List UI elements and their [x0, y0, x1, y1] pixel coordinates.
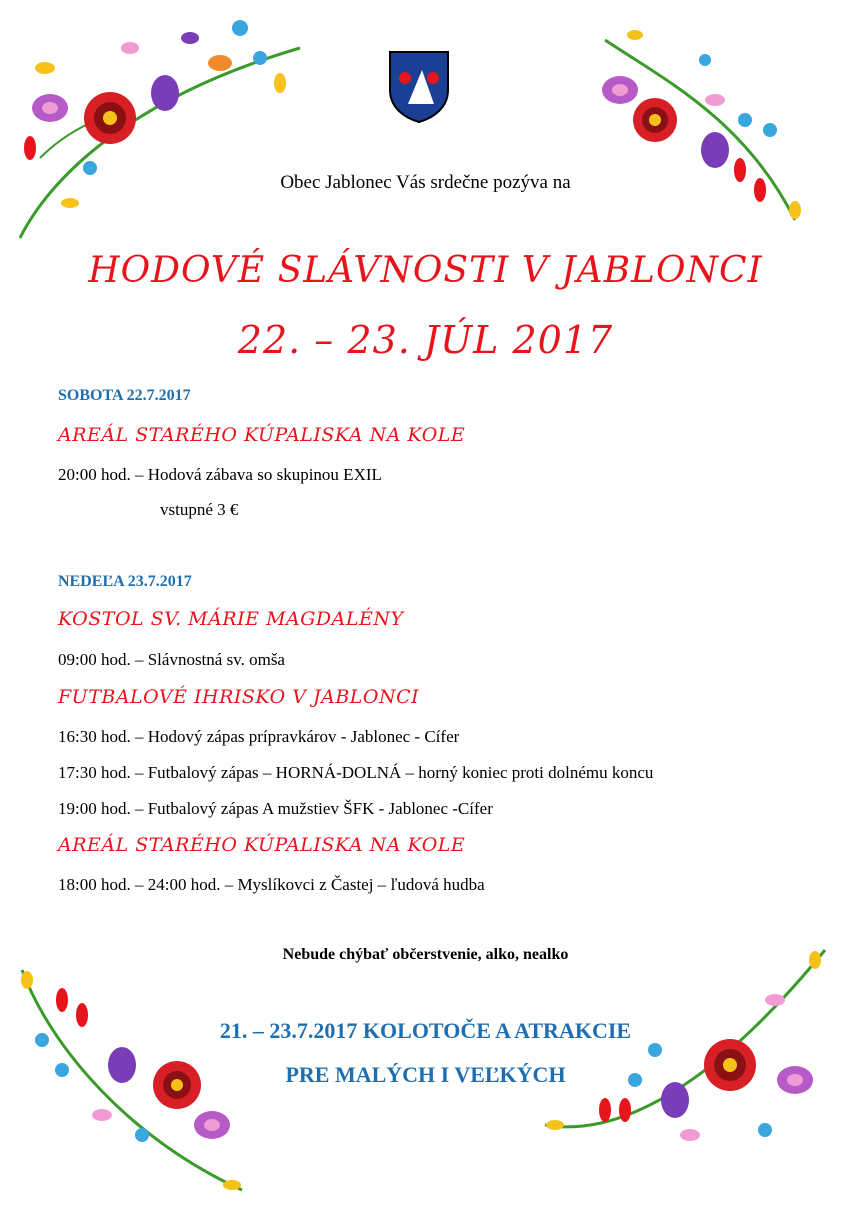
floral-ornament-bottom-right-icon: [535, 940, 835, 1155]
floral-ornament-top-left-icon: [10, 8, 310, 248]
sunday-event-music: 18:00 hod. – 24:00 hod. – Myslíkovci z Častej – ľudová hudba: [58, 875, 485, 894]
sunday-event-upper-lower-match: 17:30 hod. – Futbalový zápas – HORNÁ-DOLNÁ – horný koniec proti dolnému koncu: [58, 763, 654, 782]
sunday-event-mens-match: 19:00 hod. – Futbalový zápas A mužstiev ŠFK - Jablonec -Cífer: [58, 799, 493, 818]
entry-fee: vstupné 3 €: [160, 500, 239, 519]
floral-ornament-top-right-icon: [595, 20, 810, 230]
attractions-line2: PRE MALÝCH I VEĽKÝCH: [285, 1062, 566, 1087]
sunday-event-mass: 09:00 hod. – Slávnostná sv. omša: [58, 650, 285, 669]
sunday-heading: NEDEĽA 23.7.2017: [58, 573, 192, 590]
attractions-line1: 21. – 23.7.2017 KOLOTOČE A ATRAKCIE: [219, 1018, 632, 1043]
saturday-event: 20:00 hod. – Hodová zábava so skupinou EXIL: [58, 465, 382, 484]
event-title: HODOVÉ SLÁVNOSTI V JABLONCI: [88, 250, 763, 291]
sunday-event-youth-match: 16:30 hod. – Hodový zápas prípravkárov - Jablonec - Cífer: [58, 727, 460, 746]
event-dates: 22. – 23. JÚL 2017: [237, 318, 614, 362]
coat-of-arms-icon: [388, 50, 450, 124]
refreshments-note: Nebude chýbať občerstvenie, alko, nealko: [282, 946, 569, 963]
sunday-venue-football: FUTBALOVÉ IHRISKO V JABLONCI: [58, 686, 420, 708]
saturday-venue: AREÁL STARÉHO KÚPALISKA NA KOLE: [58, 424, 466, 446]
sunday-venue-church: KOSTOL SV. MÁRIE MAGDALÉNY: [58, 608, 404, 630]
sunday-venue-pool: AREÁL STARÉHO KÚPALISKA NA KOLE: [58, 834, 466, 856]
invitation-intro: Obec Jablonec Vás srdečne pozýva na: [280, 172, 571, 193]
saturday-heading: SOBOTA 22.7.2017: [58, 387, 191, 404]
